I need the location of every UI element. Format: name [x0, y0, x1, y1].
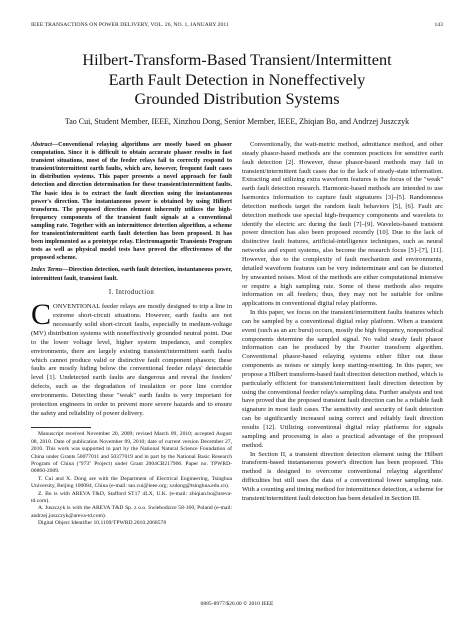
title-line-2: Earth Fault Detection in Noneffectively: [108, 70, 366, 89]
footnote-rule: [31, 427, 91, 428]
footnote-author-juszczyk: A. Juszczyk is with the AREVA T&D Sp. z o.o. Swiebodzice 58-160, Poland (e-mail: andrzej.juszczyk@areva-td.com).: [31, 505, 232, 519]
title-line-3: Grounded Distribution Systems: [134, 90, 340, 108]
abstract: [31, 141, 232, 262]
running-header: [31, 22, 443, 32]
title-line-1: Hilbert-Transform-Based Transient/Intermittent: [82, 51, 392, 69]
author-line: Tao Cui, Student Member, IEEE, Xinzhou Dong, Senior Member, IEEE, Zhiqian Bo, and Andrzej Juszczyk: [64, 117, 410, 126]
footnote-manuscript: Manuscript received November 20, 2009; revised March 09, 2010; accepted August 08, 2010. Date of publication November 09, 2010; date of current version December 27, 2010. This work was supported in part by the National Natural Science Foundation of China under Grants 50077011 and 50377019 and in part by the National Basic Research Program of China ("973" Project) under Grant 2004CB217906. Paper no. TPWRD-00860-2009.: [31, 431, 232, 475]
footnote-doi: Digital Object Identifier 10.1109/TPWRD.2010.2068578: [38, 520, 167, 527]
index-terms: [31, 266, 232, 282]
body-paragraph-3: In Section II, a transient direction detection element using the Hilbert transform-based instantaneous power's direction has been proposed. This method is designed to overcome conventional relaying algorithms' difficulties but still uses the data of a conventional lower sampling rate. With a counting and timing method for intermittence detection, a scheme for transient/intermittent fault detection has been detailed in Section III.: [242, 450, 443, 502]
index-terms-text: Direction detection, earth fault detection, instantaneous power, intermittent fault, transient fault.: [31, 267, 232, 282]
paper-title: [31, 51, 443, 110]
intro-paragraph: [31, 298, 232, 418]
page-number: 143: [434, 22, 443, 28]
intro-text: ONVENTIONAL feeder relays are mostly designed to trip a line in extreme short-circuit situations. However, earth faults are not necessarily solid short-circuit faults, especially in medium-voltage (MV) distribution systems with noneffectively grounded neutral point. Due to the lower voltage level, higher system impedance, and complex environments, there are largely existing transient/intermittent earth faults which cannot produce valid or distinctive fault component phasors; these faults are mostly hiding below the conventional feeder relays' detectable level [1]. Undetected earth faults are dangerous and reveal the feeders' defects, such as the degradation of insulation or poor line corridor environments. Detecting these "weak" earth faults is very important for protection engineers in order to prevent more severe hazards and to ensure the safety and reliability of power delivery.: [31, 303, 232, 417]
abstract-label: Abstract—: [31, 142, 59, 148]
journal-header: IEEE TRANSACTIONS ON POWER DELIVERY, VOL. 26, NO. 1, JANUARY 2011: [31, 22, 229, 28]
index-terms-label: Index Terms—: [31, 267, 69, 274]
footnote-author-bo: Z. Bo is with AREVA T&D, Stafford ST17 4LX, U.K. (e-mail: zhiqian.bo@areva-td.com).: [31, 490, 232, 505]
body-paragraph-1: Conventionally, the watt-metric method, admittance method, and other steady phasor-based methods are the common practices for sensitive earth fault detection [2]. However, these phasor-based methods may fail in transient/intermittent fault cases due to the lack of steady-state information. Extracting and utilizing extra waveform features is the focus of the "weak" earth fault detection research. Harmonic-based methods are intended to use harmonics information to capture fault signatures [3]–[5]. Randomness detection methods target the random fault behaviors [5], [6]. Fault arc detection methods use special high-frequency components and wavelets to identify the electric arc during the fault [7]–[9]. Wavelets-based transient power direction has also been proposed recently [10]. Due to the lack of distinctive fault features, artificial-intelligence techniques, such as neural networks and expert systems, also become the research focus [5]–[7], [11]. However, due to the complexity of fault mechanism and environments, detailed waveform features can be very indeterminate and can be distorted by unwanted noises. Most of the methods are either computational intensive or require a high sampling rate. Some of these methods also require information on all feeders; thus, they may not be suitable for online applications in conventional digital relay platforms.: [242, 141, 443, 308]
footnote-author-cui-dong: T. Cui and X. Dong are with the Department of Electrical Engineering, Tsinghua University, Beijing 100084, China (e-mail: tao.cui@ieee.org; xzdong@tsinghua.edu.cn).: [31, 475, 232, 490]
section-heading: I. Introduction: [108, 288, 155, 296]
copyright-footer: 0885-8977/$26.00 © 2010 IEEE: [200, 601, 274, 607]
body-paragraph-2: In this paper, we focus on the transient/intermittent faults features which can be sampled by a conventional digital relay platform. When a transient event (such as an arc burst) occurs, mostly the high frequency, nonperiodical components determine the sampled signal. No valid steady fault phasor information can be produced by the Fourier transform algorithm. Conventional phasor-based relaying systems either filter out these components as noises or simply keep starting-resetting. In this paper, we propose a Hilbert transform-based fault direction detection method, which is particularly efficient for transient/intermittent fault direction detection by using the conventional feeder relay's sampling data. Further analysis and test have proved that the proposed transient fault direction can be a reliable fault signature in most fault cases. The sensitivity and security of fault detection can be significantly increased using correct and reliably fault direction results [12]. Utilizing conventional digital relay platforms for signals sampling and processing is also a practical advantage of the proposed method.: [242, 309, 443, 449]
left-column: [31, 141, 232, 528]
drop-cap: C: [31, 298, 52, 332]
abstract-text: Conventional relaying algorithms are mostly based on phasor computation. Since it is difficult to obtain accurate phasor results in fast transient situations, most of the feeder relays fail to correctly respond to transient/intermittent earth faults, which are, however, frequent fault cases in distribution systems. This paper presents a novel approach for fault detection and direction determination for these transient/intermittent faults. The basic idea is to extract the fault direction using the instantaneous power's direction. The instantaneous power is obtained by using Hilbert transform. The proposed direction element inherently utilizes the high-frequency components of the transient fault signals at a conventional sampling rate. Together with an intermittence detection algorithm, a scheme for transient/intermittent earth fault detection has been proposed. It has been implemented as a prototype relay. Electromagnetic Transients Program tests as well as physical model tests have proved the effectiveness of the proposed scheme.: [31, 142, 232, 262]
right-column: [242, 141, 443, 504]
